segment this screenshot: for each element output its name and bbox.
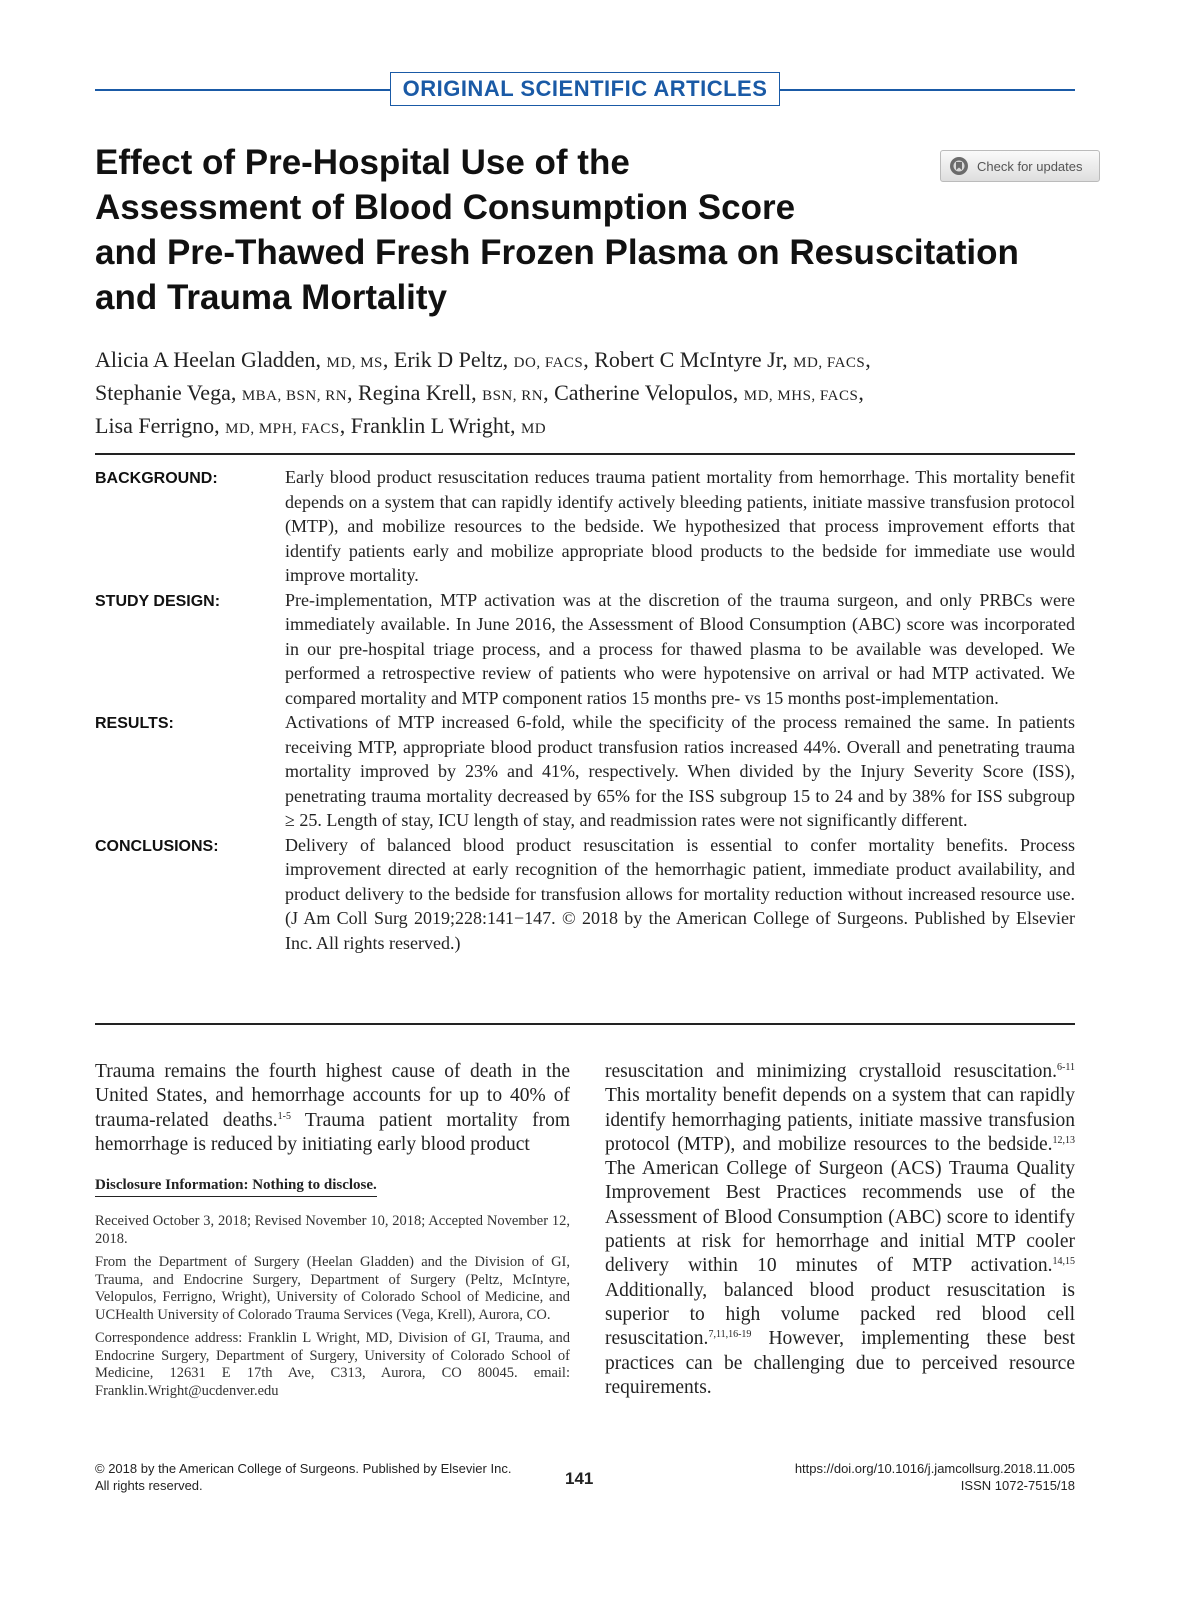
author-degrees: MD, MHS, FACS <box>743 388 859 404</box>
author-degrees: BSN, RN <box>482 388 544 404</box>
abstract-label: RESULTS: <box>95 715 174 732</box>
abstract-label: CONCLUSIONS: <box>95 837 219 855</box>
article-title <box>95 140 1085 320</box>
check-updates-label: Check for updates <box>977 158 1083 174</box>
author-name: , Regina Krell, <box>347 380 483 405</box>
author-line <box>95 378 1085 411</box>
footer-copyright <box>95 1460 511 1494</box>
author-name: , Franklin L Wright, <box>339 413 521 438</box>
body-paragraph <box>605 1060 1075 1400</box>
abstract-top-rule <box>95 453 1075 455</box>
author-list <box>95 345 1085 444</box>
body-text: This mortality benefit depends on a system that can rapidly identify hemorrhaging patients, initiate massive transfusion protocol (MTP), and mobilize resources to the bedside. <box>605 1085 1075 1155</box>
abstract-text: Pre-implementation, MTP activation was at the discretion of the trauma surgeon, and only PRBCs were immediately available. In June 2016, the Assessment of Blood Consumption (ABC) score was incorporated in our pre-hospital triage process, and a process for thawed plasma to be available was developed. We performed a retrospective review of patients who were hypotensive on arrival or had MTP activated. We compared mortality and MTP component ratios 15 months pre- vs 15 months post-implementation. <box>285 589 1075 708</box>
footer-identifiers <box>795 1460 1075 1494</box>
abstract-label: BACKGROUND: <box>95 470 218 487</box>
affiliation-note: From the Department of Surgery (Heelan Gladden) and the Division of GI, Trauma, and Endocrine Surgery, Department of Surgery (Peltz, McIntyre, Velopulos, Ferrigno, Wright), University of Colorado School of Medicine, and UCHealth University of Colorado Trauma Services (Vega, Krell), Aurora, CO. <box>95 1254 570 1323</box>
citation-ref[interactable]: 14,15 <box>1052 1256 1075 1268</box>
doi-link[interactable]: https://doi.org/10.1016/j.jamcollsurg.2018.11.005 <box>794 1461 1075 1476</box>
issn: ISSN 1072-7515/18 <box>960 1478 1075 1493</box>
copyright-line: © 2018 by the American College of Surgeons. Published by Elsevier Inc. <box>95 1461 512 1476</box>
body-text: resuscitation and minimizing crystalloid resuscitation. <box>605 1061 1058 1082</box>
author-separator: , <box>865 347 871 372</box>
author-name: Lisa Ferrigno, <box>95 413 226 438</box>
abstract-text: Activations of MTP increased 6-fold, while the specificity of the process remained the same. In patients receiving MTP, appropriate blood product transfusion ratios increased 44%. Overall and penetrating trauma mortality improved by 23% and 41%, respectively. When divided by the Injury Severity Score (ISS), penetrating trauma mortality decreased by 65% for the ISS subgroup 15 to 24 and by 38% for ISS subgroup ≥ 25. Length of stay, ICU length of stay, and readmission rates were not significantly different. <box>285 712 1075 830</box>
copyright-line: All rights reserved. <box>95 1478 203 1493</box>
page-number: 141 <box>565 1469 594 1488</box>
disclosure <box>95 1175 570 1197</box>
body-text: Trauma remains the fourth highest cause of death in the United States, and hemorrhage accounts for up to 40% of trauma-related deaths. <box>95 1061 570 1131</box>
abstract-section-background <box>95 465 1075 588</box>
author-name: , Catherine Velopulos, <box>543 380 744 405</box>
body-text: The American College of Surgeon (ACS) Trauma Quality Improvement Best Practices recommends use of the Assessment of Blood Consumption (ABC) score to identify patients at risk for hemorrhage and initial MTP cooler delivery within 10 minutes of MTP activation. <box>605 1158 1075 1277</box>
author-degrees: MD, MPH, FACS <box>225 421 340 437</box>
section-banner <box>95 72 1075 106</box>
citation-ref[interactable]: 1-5 <box>277 1110 291 1122</box>
author-name: Stephanie Vega, <box>95 380 242 405</box>
citation-ref[interactable]: 12,13 <box>1052 1134 1075 1146</box>
author-degrees: MD, FACS <box>793 355 866 371</box>
check-updates-icon <box>949 156 969 176</box>
abstract-section-results <box>95 710 1075 833</box>
disclosure-label: Disclosure Information: Nothing to disclose. <box>95 1175 377 1197</box>
body-text: However, implementing these best practices can be challenging due to perceived resource requirements. <box>605 1328 1075 1398</box>
page-footer <box>95 1460 1075 1500</box>
section-label: ORIGINAL SCIENTIFIC ARTICLES <box>390 72 780 106</box>
banner-rule-left <box>95 89 390 91</box>
author-name: Alicia A Heelan Gladden, <box>95 347 327 372</box>
abstract-section-conclusions <box>95 833 1075 956</box>
abstract-bottom-rule <box>95 1023 1075 1025</box>
title-line: and Pre-Thawed Fresh Frozen Plasma on Resuscitation <box>95 233 1019 272</box>
correspondence-note: Correspondence address: Franklin L Wright, MD, Division of GI, Trauma, and Endocrine Surgery, Department of Surgery, University of Colorado School of Medicine, 12631 E 17th Ave, C313, Aurora, CO 80045. email: Franklin.Wright@ucdenver.edu <box>95 1330 570 1399</box>
banner-rule-right <box>780 89 1075 91</box>
body-column-left <box>95 1060 570 1400</box>
author-name: , Erik D Peltz, <box>382 347 514 372</box>
author-degrees: DO, FACS <box>513 355 584 371</box>
title-line: and Trauma Mortality <box>95 278 448 317</box>
citation-ref[interactable]: 6-11 <box>1057 1062 1075 1073</box>
body-paragraph <box>95 1060 570 1157</box>
author-degrees: MD <box>520 421 547 437</box>
citation-ref[interactable]: 7,11,16-19 <box>708 1329 752 1341</box>
body-text: Trauma patient mortality from hemorrhage is reduced by initiating early blood product <box>95 1109 570 1155</box>
body-column-right <box>605 1060 1075 1400</box>
author-name: , Robert C McIntyre Jr, <box>583 347 794 372</box>
author-degrees: MD, MS <box>326 355 383 371</box>
author-separator: , <box>858 380 864 405</box>
title-line: Effect of Pre-Hospital Use of the <box>95 143 630 182</box>
abstract-text: Early blood product resuscitation reduces trauma patient mortality from hemorrhage. This mortality benefit depends on a system that can rapidly identify actively bleeding patients, initiate massive transfusion protocol (MTP), and mobilize resources to the bedside. We hypothesized that process improvement efforts that identify patients early and mobilize appropriate blood products to the bedside for immediate use would improve mortality. <box>285 467 1075 585</box>
body-text: Additionally, balanced blood product resuscitation is superior to high volume packed red blood cell resuscitation. <box>605 1279 1075 1350</box>
abstract-label: STUDY DESIGN: <box>95 592 221 610</box>
abstract-text: Delivery of balanced blood product resuscitation is essential to confer mortality benefits. Process improvement directed at early recognition of the hemorrhagic patient, immediate product availability, and product delivery to the bedside for transfusion allows for mortality reduction without increased resource use. (J Am Coll Surg 2019;228:141−147. © 2018 by the American College of Surgeons. Published by Elsevier Inc. All rights reserved.) <box>285 834 1075 953</box>
author-line <box>95 411 1085 444</box>
author-line <box>95 345 1085 378</box>
author-degrees: MBA, BSN, RN <box>241 388 348 404</box>
abstract-section-study-design <box>95 588 1075 711</box>
received-dates: Received October 3, 2018; Revised November 10, 2018; Accepted November 12, 2018. <box>95 1213 570 1247</box>
title-line: Assessment of Blood Consumption Score <box>95 188 796 227</box>
abstract <box>95 465 1075 955</box>
check-for-updates-button[interactable] <box>940 150 1100 182</box>
